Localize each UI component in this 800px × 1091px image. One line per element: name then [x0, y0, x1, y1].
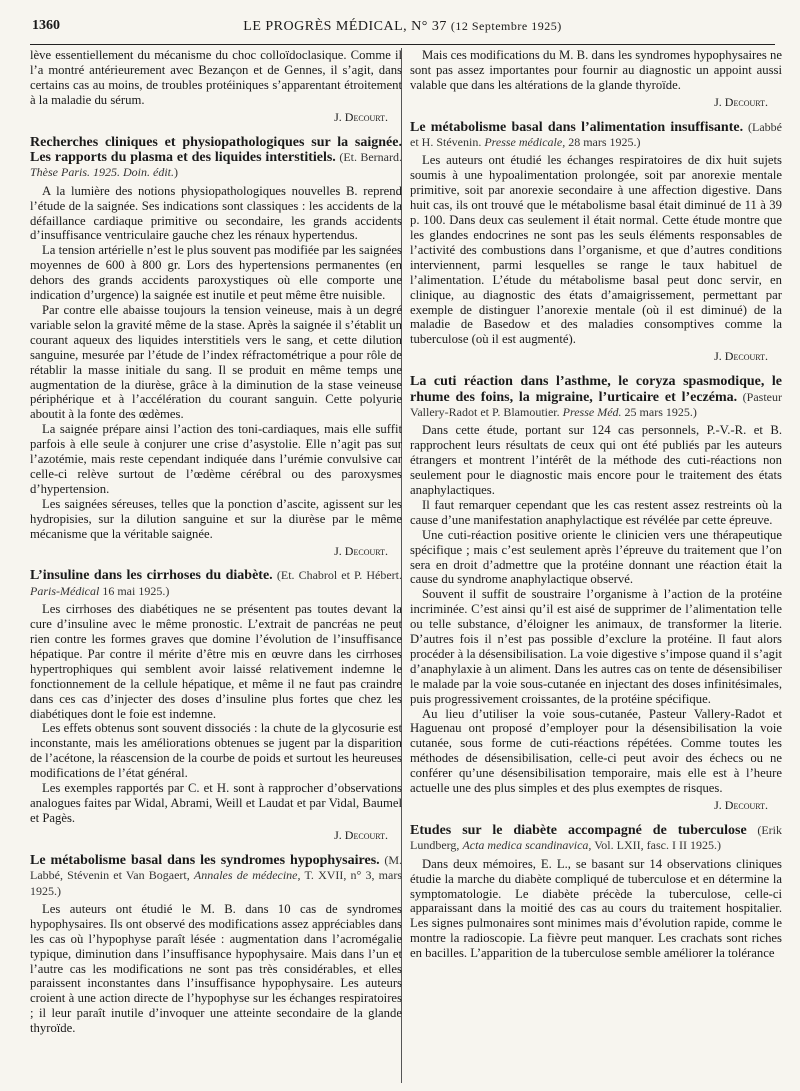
article-metabolisme-hypophysaire	[30, 853, 402, 1036]
article-reference: (Et. Bernard. Thèse Paris. 1925. Doin. édit.)	[30, 149, 402, 180]
article-heading: La cuti réaction dans l’asthme, le coryza spasmodique, le rhume des foins, la migraine, l’urticaire et l’eczéma.	[410, 374, 782, 405]
article-saignee	[30, 135, 402, 559]
article-heading: L’insuline dans les cirrhoses du diabète.	[30, 568, 273, 584]
signature: J. Decourt.	[334, 543, 388, 558]
right-column	[410, 48, 782, 1085]
paragraph: Les auteurs ont étudié le M. B. dans 10 cas de syndromes hypophysaires. Ils ont observé des modifications assez appréciables dans les cas où l’hypophyse paraît lésée : augmentation dans l’acromégalie typique, diminution dans l’insuffisance hypophysaire. Mais dans l’un et l’autre cas les modifications ne sont pas très considérables, et elles paraissent inconstantes dans l’insuffisance hypophysaire. Les auteurs croient à une action directe de l’hypophyse sur les échanges respiratoires ; il leur paraît inutile d’invoquer une atteinte secondaire de la glande thyroïde.	[30, 901, 402, 1036]
continued-paragraph: Mais ces modifications du M. B. dans les syndromes hypophysaires ne sont pas assez importantes pour fournir au diagnostic un appoint aussi valable que dans les altérations de la glande thyroïde.	[410, 48, 782, 92]
article-title	[30, 568, 402, 599]
paragraph: Au lieu d’utiliser la voie sous-cutanée, Pasteur Vallery-Radot et Haguenau ont proposé d’employer pour la désensibilisation la voie cutanée, sous forme de cuti-réactions répétées. Comme toutes les méthodes de désensibilisation, celle-ci peut avoir des échecs ou ne conférer qu’une désensibilisation temporaire, mais elle est à l’heure actuelle une des plus simples et des plus exemptes de risques.	[410, 706, 782, 796]
article-title	[410, 374, 782, 420]
article-alimentation-insuffisante	[410, 120, 782, 365]
paragraph: Les effets obtenus sont souvent dissociés : la chute de la glycosurie est inconstante, mais les améliorations obtenues se jugent par la disparition de l’acétone, la réascension de la courbe de poids et surtout les heureuses modifications de l’état général.	[30, 721, 402, 781]
paragraph: Les auteurs ont étudié les échanges respiratoires de dix huit sujets soumis à une hypoalimentation prolongée, soit par anorexie mentale primitive, soit par anorexie secondaire à une affection digestive. Dans huit cas, ils ont trouvé que le métabolisme basal était diminué de 11 à 39 p. 100. Dans deux cas seulement il était normal. Cette étude montre que les glandes endocrines ne sont pas les seuls éléments responsables de l’activité des combustions dans l’organisme, et que d’autres conditions interviennent, parmi lesquelles se range le taux habituel de l’alimentation. L’étude du métabolisme basal peut donc servir, en clinique, au diagnostic des états d’amaigrissement, permettant par exemple de distinguer l’anorexie mentale (où il est diminué) de la maladie de Basedow et des maladies consomptives comme la tuberculose (où il est augmenté).	[410, 153, 782, 347]
paragraph: Les exemples rapportés par C. et H. sont à rapprocher d’observations analogues faites par Widal, Abrami, Weill et Laudat et par Vidal, Baumel et Pagès.	[30, 781, 402, 825]
signature: J. Decourt.	[714, 798, 768, 812]
paragraph: Par contre elle abaisse toujours la tension veineuse, mais à un degré variable selon la gravité même de la stase. Après la saignée il s’établit un courant aqueux des liquides interstitiels vers le sang, et cette dilution sanguine, mesurée par l’étude de l’index réfractométrique a pour rôle de rétablir la masse initiale du sang. Il se produit en même temps une augmentation de la diurèse, grâce à la diminution de la stase veineuse périphérique et à l’accélération du courant sanguin. Cette polyurie aboutit à la fonte des œdèmes.	[30, 303, 402, 422]
signature: J. Decourt.	[334, 109, 388, 124]
paragraph: Souvent il suffit de soustraire l’organisme à l’action de la protéine incriminée. C’est ainsi qu’il est aisé de supprimer de l’alimentation telle ou telle substance, d’éloigner les animaux, de transformer la literie. D’autres fois il n’est pas possible d’exclure la protéine. Il faut alors procéder à la désensibilisation. La voie digestive s’impose quand il s’agit d’anaphylaxie à un aliment. Dans les autres cas on tente de désensibiliser le malade par la voie sous-cutanée en injectant des doses infinitésimales, puis progressivement croissantes, de la protéine spécifique.	[410, 587, 782, 706]
journal-title: LE PROGRÈS MÉDICAL, N° 37	[243, 19, 447, 34]
article-cuti-reaction	[410, 374, 782, 813]
article-heading: Recherches cliniques et physiopathologiques sur la saignée. Les rapports du plasma et des liquides interstitiels.	[30, 134, 402, 165]
article-title	[410, 120, 782, 151]
article-reference: (Erik Lundberg, Acta medica scandinavica, Vol. LXII, fasc. I II 1925.)	[410, 822, 782, 853]
article-reference: (Pasteur Vallery-Radot et P. Blamoutier. Presse Méd. 25 mars 1925.)	[410, 389, 782, 419]
signature: J. Decourt.	[714, 349, 768, 364]
intro-paragraph: lève essentiellement du mécanisme du choc colloïdoclasique. Comme il l’a montré antérieurement avec Bezançon et de Gennes, il s’agit, dans certains cas au moins, de troubles protéiniques s’apparentant étroitement à la maladie du sérum.	[30, 48, 402, 107]
article-reference: (M. Labbé, Stévenin et Van Bogaert, Annales de médecine, T. XVII, n° 3, mars 1925.)	[30, 852, 402, 898]
article-insuline	[30, 568, 402, 842]
signature: J. Decourt.	[714, 94, 768, 109]
paragraph: Une cuti-réaction positive oriente le clinicien vers une thérapeutique spécifique ; mais c’est seulement après l’épreuve du traitement que l’on sera en droit d’admettre que la protéine donnant une réaction était la cause du syndrome anaphylactique observé.	[410, 527, 782, 587]
page-number: 1360	[32, 18, 60, 33]
paragraph: La tension artérielle n’est le plus souvent pas modifiée par les saignées moyennes de 600 à 800 gr. Lors des hypertensions permanentes (en dehors des grands accidents paroxystiques où elle comporte une indication d’urgence) la saignée est inutile et peut même être nuisible.	[30, 243, 402, 303]
article-title	[30, 135, 402, 181]
article-title	[30, 853, 402, 899]
article-heading: Le métabolisme basal dans les syndromes hypophysaires.	[30, 852, 380, 868]
article-heading: Le métabolisme basal dans l’alimentation insuffisante.	[410, 119, 744, 135]
signature: J. Decourt.	[334, 827, 388, 842]
article-diabete-tuberculose	[410, 823, 782, 961]
paragraph: Les saignées séreuses, telles que la ponction d’ascite, agissent sur les hydropisies, sur la dilution sanguine et sur la diurèse par le même mécanisme que la véritable saignée.	[30, 496, 402, 541]
paragraph: Dans deux mémoires, E. L., se basant sur 14 observations cliniques étudie la marche du diabète compliqué de tuberculose et en détermine la symptomatologie. Le diabète précède la tuberculose, celle-ci apparaissant dans la moitié des cas au cours du traitement hospitalier. Les signes pulmonaires sont minimes mais d’évolution rapide, comme le montre la radioscopie. La fièvre peut manquer. Les crachats sont riches en bacilles. L’apparition de la tuberculose semble améliorer la tolérance	[410, 856, 782, 961]
paragraph: Il faut remarquer cependant que les cas restent assez restreints où la cause d’une manifestation anaphylactique est révélée par cette épreuve.	[410, 497, 782, 527]
article-title	[410, 823, 782, 854]
left-column	[30, 48, 402, 1085]
issue-date: (12 Septembre 1925)	[450, 19, 562, 33]
paragraph: Les cirrhoses des diabétiques ne se présentent pas toutes devant la cure d’insuline avec le même pronostic. L’extrait de pancréas ne peut rien contre les formes graves que domine l’évolution de l’insuffisance hépatique. Par contre il mérite d’être mis en œuvre dans les cirrhoses hypertrophiques qui semblent avoir laissé relativement indemne le fonctionnement de la cellule hépatique, et même il ne faut pas craindre dans ces cas d’injecter des doses d’insuline plus fortes que chez les diabétiques dont le foie est indemne.	[30, 602, 402, 721]
article-reference: (Labbé et H. Stévenin. Presse médicale, 28 mars 1925.)	[410, 119, 782, 150]
running-head	[30, 19, 775, 35]
paragraph: La saignée prépare ainsi l’action des toni-cardiaques, mais elle suffit parfois à elle seule à conjurer une crise d’asystolie. Elle n’agit pas sur l’azotémie, mais reste cependant indiquée dans l’urémie convulsive car celle-ci relève surtout de l’œdème cérébral ou des paroxysmes d’hypertension.	[30, 422, 402, 496]
article-heading: Etudes sur le diabète accompagné de tuberculose	[410, 822, 747, 838]
paragraph: A la lumière des notions physiopathologiques nouvelles B. reprend l’étude de la saignée. Ses indications sont classiques : les accidents de la défaillance cardiaque primitive ou secondaire, les grands accidents d’insuffisance ventriculaire gauche chez les rénaux hypertendus.	[30, 183, 402, 243]
paragraph: Dans cette étude, portant sur 124 cas personnels, P.-V.-R. et B. rapprochent leurs résultats de ceux qui ont été publiés par les auteurs étrangers et montrent l’intérêt de la méthode des cuti-réactions non seulement pour le diagnostic mais encore pour le traitement des états anaphylactiques.	[410, 423, 782, 497]
page-header	[30, 10, 775, 45]
article-reference: (Et. Chabrol et P. Hébert. Paris-Médical 16 mai 1925.)	[30, 568, 402, 598]
